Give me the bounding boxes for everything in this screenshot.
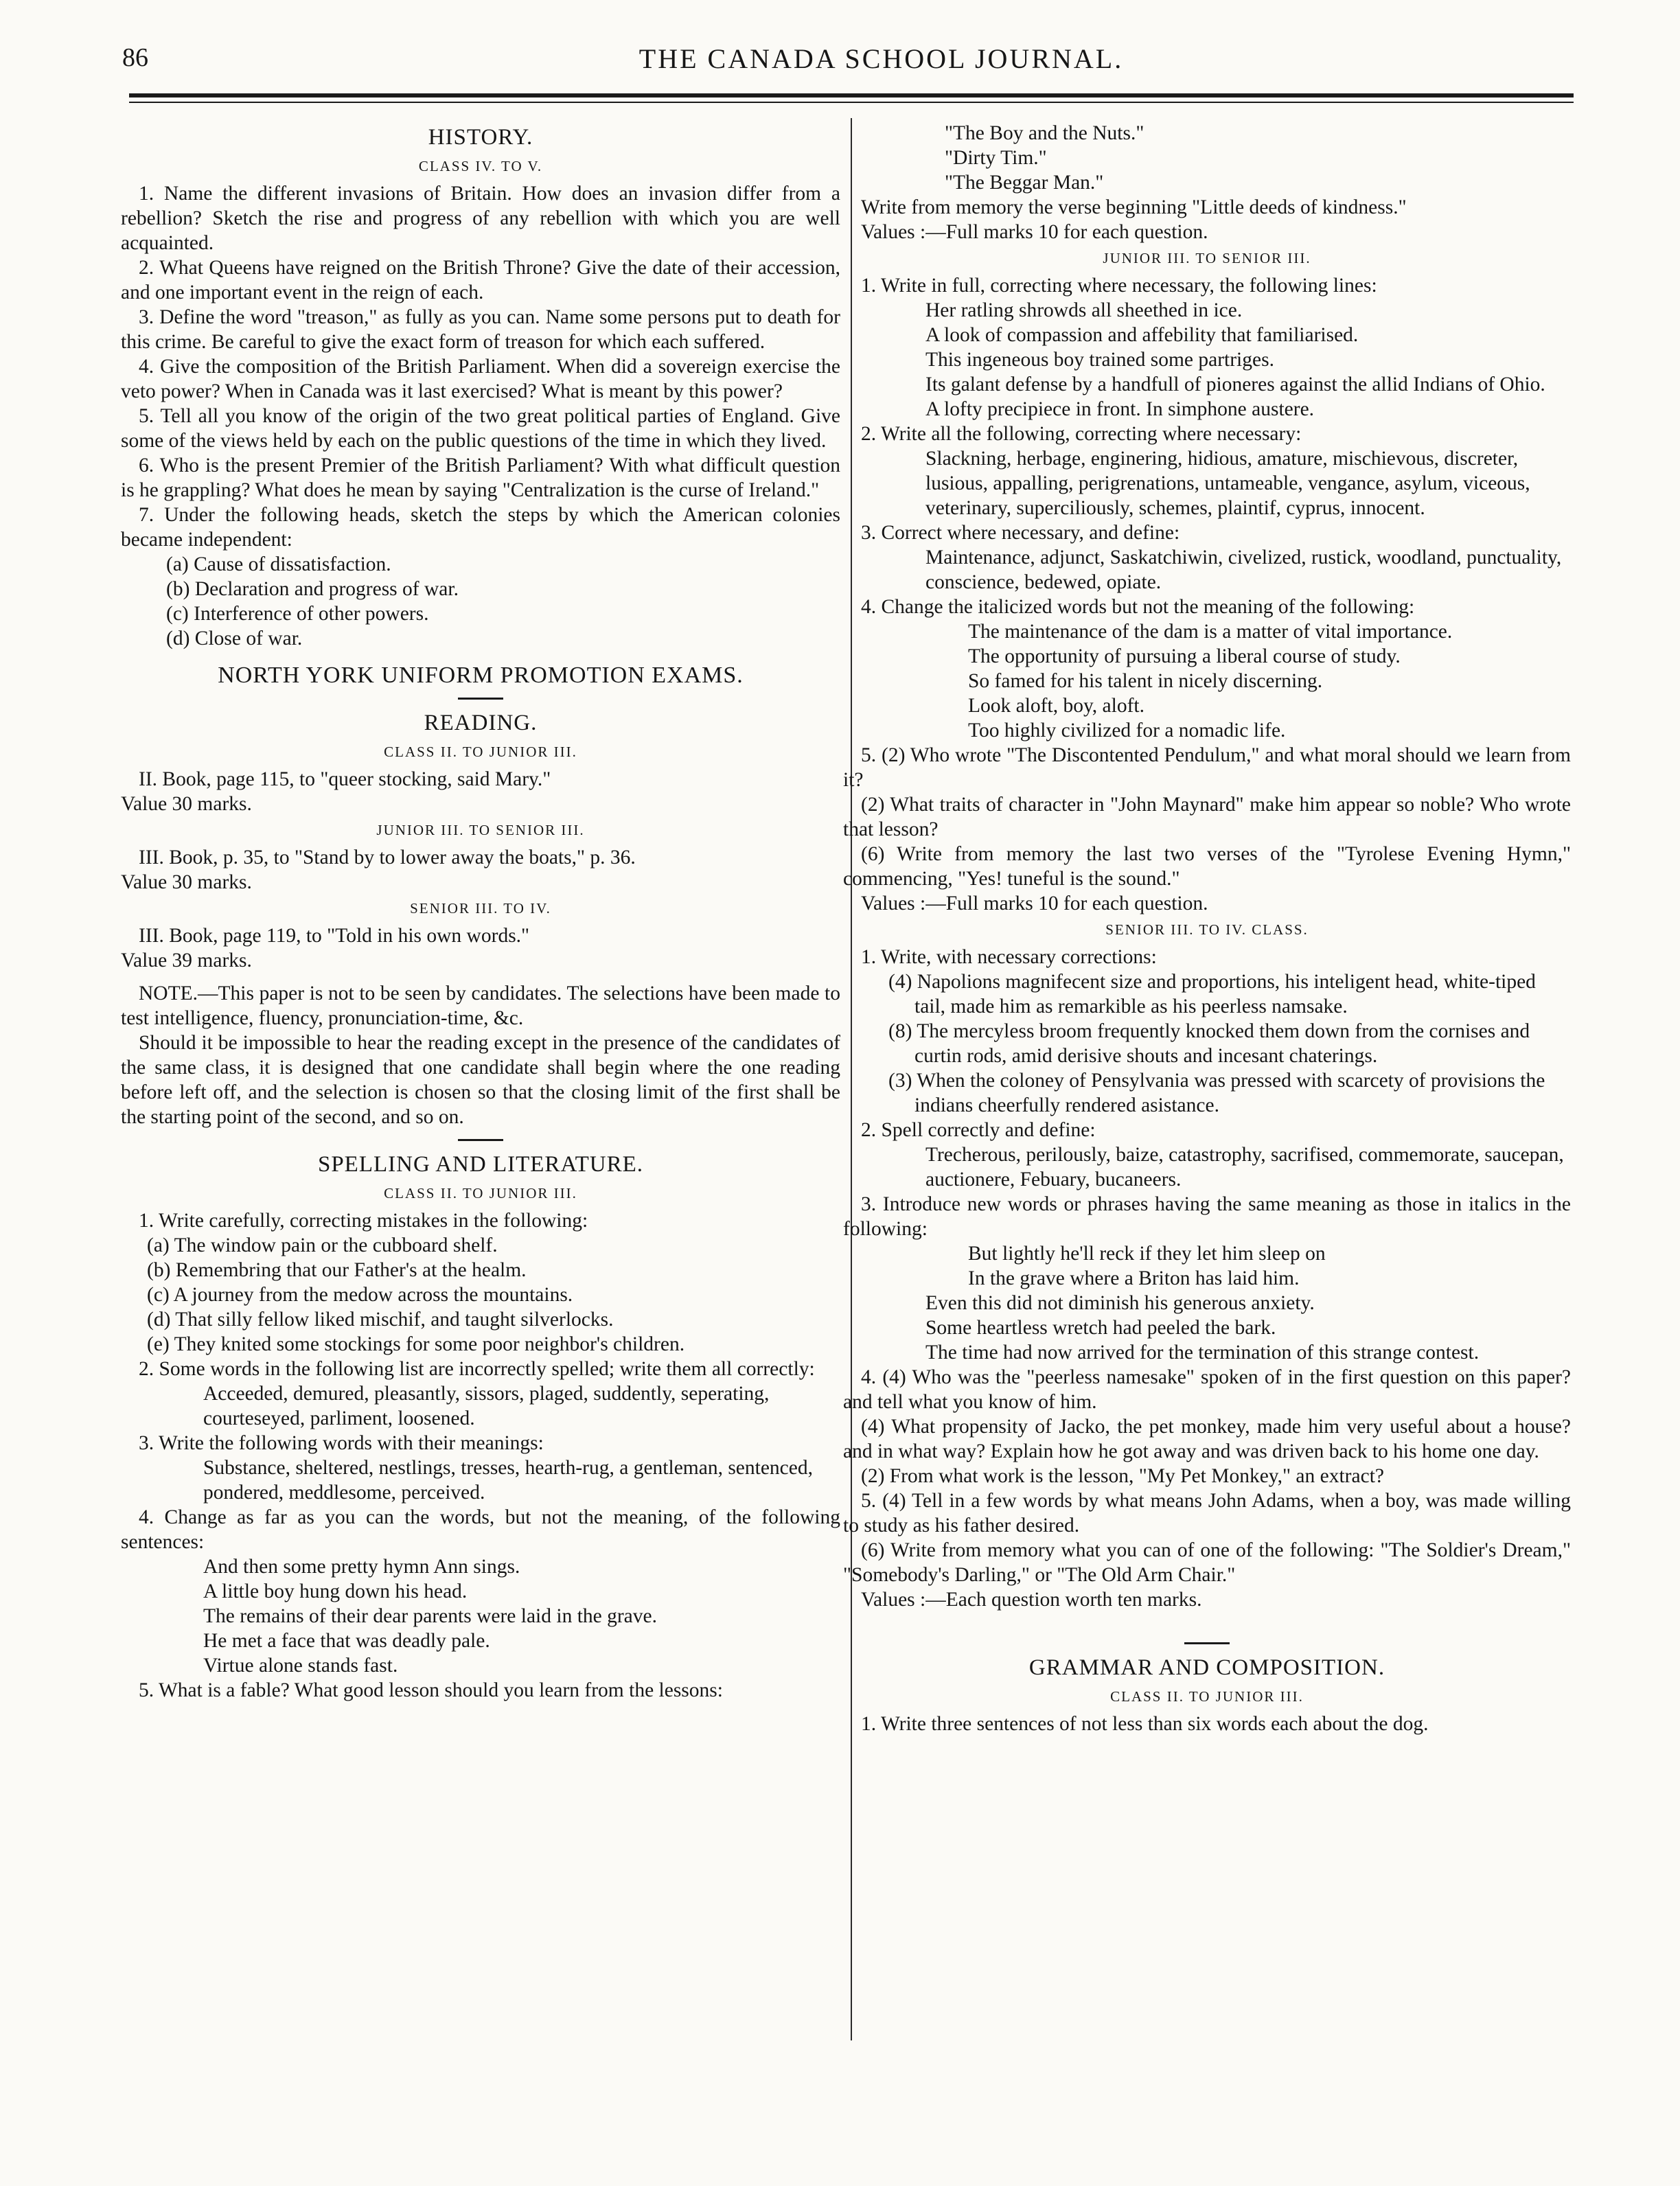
class-label: SENIOR III. TO IV. [410, 900, 551, 917]
sentence: Virtue alone stands fast. [203, 1655, 398, 1677]
class-label: CLASS II. TO JUNIOR III. [1110, 1688, 1304, 1705]
question: 4. Give the composition of the British Parliament. When did a sovereign exercise the veto power? When in Canada was it last exercised? What is meant by this power? [121, 356, 840, 402]
divider-dash [1184, 1642, 1230, 1644]
word-list: Substance, sheltered, nestlings, tresses, hearth-rug, a gentleman, sentenced, pondered, meddlesome, perceived. [203, 1457, 813, 1504]
note: Should it be impossible to hear the reading except in the presence of the candidates of the same class, it is designed that one candidate shall begin where the one reading before left off, and the selection is chosen so that the closing limit of the first shall be the starting point of the second, and so on. [121, 1032, 840, 1128]
instruction: Write from memory the verse beginning "Little deeds of kindness." [861, 196, 1407, 218]
journal-title: THE CANADA SCHOOL JOURNAL. [638, 43, 1124, 74]
sub-item: (d) That silly fellow liked mischif, and taught silverlocks. [147, 1309, 614, 1331]
marks-value: Value 30 marks. [121, 871, 252, 893]
sub-item: (a) Cause of dissatisfaction. [166, 553, 391, 575]
line-item: A lofty precipiece in front. In simphone austere. [925, 398, 1315, 420]
reading-item: III. Book, page 119, to "Told in his own words." [139, 925, 530, 947]
class-label: CLASS II. TO JUNIOR III. [384, 1185, 577, 1201]
line-item: So famed for his talent in nicely discerning. [968, 670, 1323, 692]
line-item: Some heartless wretch had peeled the bark. [925, 1317, 1276, 1339]
section-heading-grammar: GRAMMAR AND COMPOSITION. [1028, 1655, 1385, 1680]
class-label: JUNIOR III. TO SENIOR III. [1103, 250, 1311, 266]
left-column [121, 121, 840, 1703]
question: 1. Write, with necessary corrections: [861, 946, 1157, 968]
question: 2. Spell correctly and define: [861, 1119, 1096, 1141]
question: 4. Change as far as you can the words, but not the meaning, of the following sentences: [121, 1506, 840, 1553]
question: 5. What is a fable? What good lesson should you learn from the lessons: [139, 1679, 723, 1701]
question: (4) What propensity of Jacko, the pet monkey, made him very useful about a house? and in what way? Explain how he got away and was driven back to his home one day. [843, 1416, 1571, 1462]
class-label: CLASS II. TO JUNIOR III. [384, 744, 577, 760]
line-item: In the grave where a Briton has laid him. [968, 1267, 1300, 1289]
question: (6) Write from memory the last two verses of the "Tyrolese Evening Hymn," commencing, "Yes! tuneful is the sound." [843, 843, 1571, 890]
question: 5. Tell all you know of the origin of the two great political parties of England. Give some of the views held by each on the public questions of the time in which they lived. [121, 405, 840, 452]
line-item: Her ratling shrowds all sheethed in ice. [925, 299, 1243, 321]
sentence: And then some pretty hymn Ann sings. [203, 1556, 520, 1578]
question: (6) Write from memory what you can of one of the following: "The Soldier's Dream," "Somebody's Darling," or "The Old Arm Chair." [843, 1539, 1571, 1586]
section-heading-history: HISTORY. [428, 125, 533, 150]
lesson-title: "The Boy and the Nuts." [945, 122, 1144, 144]
sub-item: (8) The mercyless broom frequently knocked them down from the cornises and curtin rods, amid derisive shouts and incesant chaterings. [888, 1020, 1530, 1067]
word-list: Trecherous, perilously, baize, catastrophy, sacrifised, commemorate, saucepan, auctionere, Febuary, bucaneers. [925, 1144, 1564, 1190]
question: 2. Write all the following, correcting where necessary: [861, 423, 1302, 445]
sub-item: (e) They knited some stockings for some poor neighbor's children. [147, 1333, 685, 1355]
right-column [843, 121, 1571, 1736]
header-rule-thick [129, 93, 1574, 97]
question: 1. Name the different invasions of Britain. How does an invasion differ from a rebellion? Sketch the rise and progress of any rebellion with which you are well acquainted. [121, 183, 840, 254]
line-item: The time had now arrived for the termination of this strange contest. [925, 1342, 1480, 1364]
word-list: Maintenance, adjunct, Saskatchiwin, civelized, rustick, woodland, punctuality, conscience, bedewed, opiate. [925, 546, 1562, 593]
line-item: The opportunity of pursuing a liberal course of study. [968, 645, 1401, 667]
line-item: Too highly civilized for a nomadic life. [968, 720, 1286, 741]
question: (2) From what work is the lesson, "My Pet Monkey," an extract? [861, 1465, 1384, 1487]
question: 1. Write three sentences of not less than six words each about the dog. [861, 1713, 1429, 1735]
sentence: A little boy hung down his head. [203, 1580, 468, 1602]
question: 3. Write the following words with their meanings: [139, 1432, 544, 1454]
line-item: The maintenance of the dam is a matter of vital importance. [968, 621, 1453, 643]
page-number: 86 [122, 43, 148, 72]
values-line: Values :—Full marks 10 for each question. [861, 893, 1208, 914]
section-heading-north-york: NORTH YORK UNIFORM PROMOTION EXAMS. [218, 663, 744, 688]
question: 2. Some words in the following list are incorrectly spelled; write them all correctly: [139, 1358, 815, 1380]
question: 4. (4) Who was the "peerless namesake" spoken of in the first question on this paper? and tell what you know of him. [843, 1366, 1571, 1413]
reading-item: II. Book, page 115, to "queer stocking, said Mary." [139, 768, 551, 790]
question: 2. What Queens have reigned on the British Throne? Give the date of their accession, and one important event in the reign of each. [121, 257, 840, 303]
header-rule-thin [129, 102, 1574, 103]
question: 1. Write carefully, correcting mistakes in the following: [139, 1210, 588, 1232]
question: 3. Define the word "treason," as fully as you can. Name some persons put to death for this crime. Be careful to give the exact form of treason for which each suffered. [121, 306, 840, 353]
line-item: Look aloft, boy, aloft. [968, 695, 1144, 717]
question: 4. Change the italicized words but not the meaning of the following: [861, 596, 1415, 618]
marks-value: Value 30 marks. [121, 793, 252, 815]
question: (2) What traits of character in "John Maynard" make him appear so noble? Who wrote that lesson? [843, 794, 1571, 840]
sub-item: (c) A journey from the medow across the mountains. [147, 1284, 573, 1306]
word-list: Slackning, herbage, enginering, hidious, amature, mischievous, discreter, lusious, appalling, perigrenations, untameable, vengance, asylum, viceous, veterinary, superciliously, schemes, plaintif, cyprus, innocent. [925, 448, 1530, 519]
question: 5. (2) Who wrote "The Discontented Pendulum," and what moral should we learn from it? [843, 744, 1571, 791]
class-label: JUNIOR III. TO SENIOR III. [376, 822, 585, 838]
lesson-title: "The Beggar Man." [945, 172, 1104, 194]
divider-dash [458, 1139, 503, 1141]
lesson-title: "Dirty Tim." [945, 147, 1047, 169]
question: 7. Under the following heads, sketch the steps by which the American colonies became independent: [121, 504, 840, 551]
sub-item: (a) The window pain or the cubboard shelf. [147, 1234, 498, 1256]
line-item: But lightly he'll reck if they let him sleep on [968, 1243, 1326, 1265]
line-item: This ingeneous boy trained some partriges. [925, 349, 1274, 371]
word-list: Acceeded, demured, pleasantly, sissors, plaged, suddently, seperating, courteseyed, parliment, loosened. [203, 1383, 770, 1429]
section-heading-reading: READING. [424, 711, 538, 735]
question: 6. Who is the present Premier of the British Parliament? With what difficult question is he grappling? What does he mean by saying "Centralization is the curse of Ireland." [121, 455, 840, 501]
sub-item: (c) Interference of other powers. [166, 603, 429, 625]
marks-value: Value 39 marks. [121, 950, 252, 971]
sub-item: (d) Close of war. [166, 628, 303, 649]
values-line: Values :—Full marks 10 for each question. [861, 221, 1208, 243]
note: NOTE.—This paper is not to be seen by candidates. The selections have been made to test intelligence, fluency, pronunciation-time, &c. [121, 982, 840, 1029]
question: 3. Introduce new words or phrases having the same meaning as those in italics in the following: [843, 1193, 1571, 1240]
values-line: Values :—Each question worth ten marks. [861, 1589, 1202, 1611]
sub-item: (b) Declaration and progress of war. [166, 578, 459, 600]
line-item: Its galant defense by a handfull of pioneres against the allid Indians of Ohio. [925, 373, 1545, 395]
line-item: Even this did not diminish his generous anxiety. [925, 1292, 1315, 1314]
divider-dash [458, 698, 503, 700]
question: 1. Write in full, correcting where necessary, the following lines: [861, 275, 1377, 297]
class-label: CLASS IV. TO V. [418, 158, 543, 174]
section-heading-spelling: SPELLING AND LITERATURE. [317, 1152, 644, 1177]
sub-item: (3) When the coloney of Pensylvania was pressed with scarcety of provisions the indians cheerfully rendered asistance. [888, 1070, 1545, 1116]
question: 5. (4) Tell in a few words by what means John Adams, when a boy, was made willing to study as his father desired. [843, 1490, 1571, 1537]
class-label: SENIOR III. TO IV. CLASS. [1105, 921, 1309, 938]
sub-item: (b) Remembring that our Father's at the healm. [147, 1259, 527, 1281]
sentence: He met a face that was deadly pale. [203, 1630, 490, 1652]
reading-item: III. Book, p. 35, to "Stand by to lower away the boats," p. 36. [139, 847, 636, 868]
question: 3. Correct where necessary, and define: [861, 522, 1180, 544]
sentence: The remains of their dear parents were laid in the grave. [203, 1605, 657, 1627]
sub-item: (4) Napolions magnifecent size and proportions, his inteligent head, white-tiped tail, made him as remarkible as his peerless namsake. [888, 971, 1536, 1017]
line-item: A look of compassion and affebility that familiarised. [925, 324, 1359, 346]
